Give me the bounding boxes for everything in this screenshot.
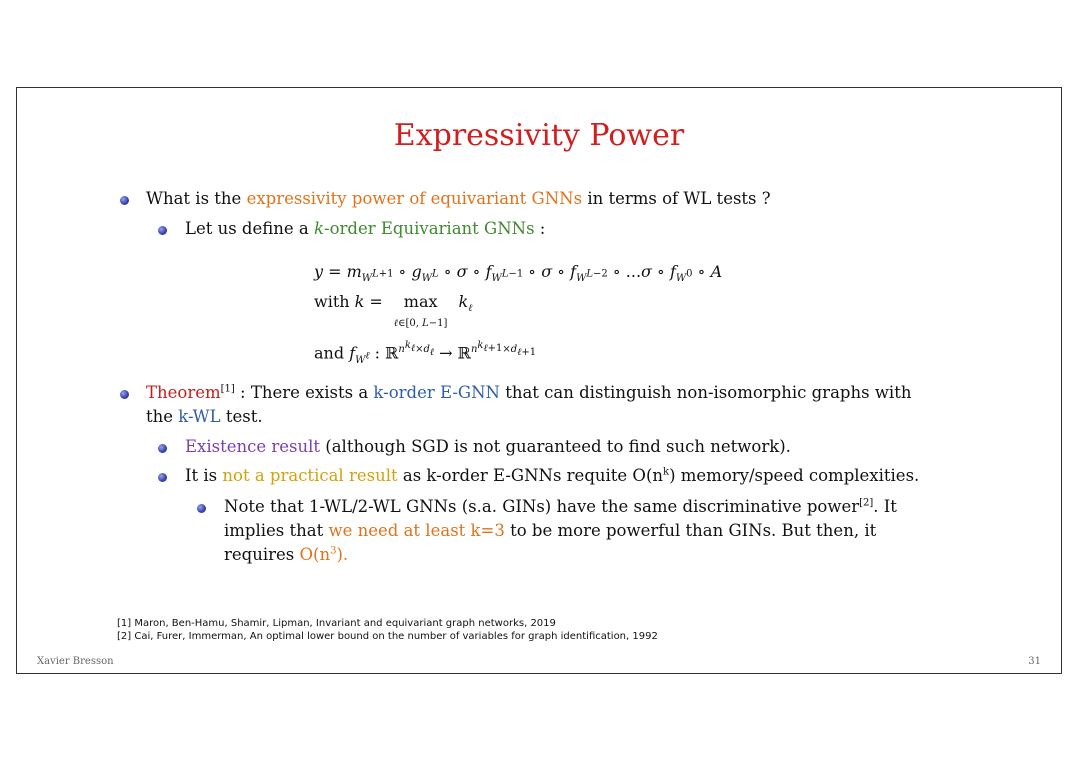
text: in terms of WL tests ? [582, 189, 771, 208]
text: ). [336, 545, 349, 564]
text: ) memory/speed complexities. [669, 466, 920, 485]
bullet-theorem [146, 383, 911, 402]
text: test. [220, 407, 263, 426]
bullet-icon [120, 390, 129, 399]
text: O(n [299, 545, 331, 564]
highlight-kwl: k-WL [178, 407, 221, 426]
bullet-icon [158, 226, 167, 235]
footnote-2: [2] Cai, Furer, Immerman, An optimal lower bound on the number of variables for graph identification, 1992 [117, 631, 658, 642]
bullet-icon [158, 444, 167, 453]
superscript: 3 [330, 545, 337, 557]
subsubbullet-note-line2 [224, 521, 876, 540]
text: : There exists a [234, 383, 374, 402]
highlight-egnn: k-order E-GNN [373, 383, 500, 402]
text: . It [873, 497, 897, 516]
bullet-icon [158, 473, 167, 482]
highlight-not-practical: not a practical result [222, 466, 398, 485]
subsubbullet-note-line3 [224, 545, 348, 564]
k-symbol: k [314, 219, 324, 238]
text: that can distinguish non-isomorphic graphs with [499, 383, 912, 402]
text: requires [224, 545, 300, 564]
superscript: k [663, 466, 670, 478]
subbullet-define-korder [185, 219, 545, 238]
equation-k-max: with k = max ℓ∈[0, L−1] $k_\ell$ [314, 292, 473, 329]
text: implies that [224, 521, 329, 540]
bullet-icon [120, 196, 129, 205]
bullet-expressivity-question [146, 189, 771, 208]
ref-1: [1] [220, 383, 235, 395]
and-label: and [314, 343, 345, 363]
footnote-1: [1] Maron, Ben-Hamu, Shamir, Lipman, Invariant and equivariant graph networks, 2019 [117, 618, 556, 629]
ref-2: [2] [859, 497, 874, 509]
text: Let us define a [185, 219, 314, 238]
bullet-theorem-line2 [146, 407, 263, 426]
text: as k-order E-GNNs requite O(n [397, 466, 664, 485]
text: What is the [146, 189, 247, 208]
text: Note that 1-WL/2-WL GNNs (s.a. GINs) have the same discriminative power [224, 497, 860, 516]
subbullet-not-practical [185, 466, 919, 485]
slide [16, 87, 1062, 674]
theorem-label: Theorem [146, 383, 221, 402]
highlight-existence: Existence result [185, 437, 321, 456]
footer-author: Xavier Bresson [37, 656, 114, 667]
equation-mapping: and $f_{W^\ell}$ : ℝ$^{n^{k_\ell}\times d_\ell}$ → ℝ$^{n^{k_{\ell+1}}\times d_{\ell+1}}$ [314, 340, 537, 366]
highlight-need-k3: we need at least k=3 [328, 521, 505, 540]
text: : [534, 219, 546, 238]
text: (although SGD is not guaranteed to find such network). [320, 437, 791, 456]
slide-title: Expressivity Power [393, 118, 685, 153]
highlight-korder-gnns: -order Equivariant GNNs [324, 219, 535, 238]
highlight-expressivity: expressivity power of equivariant GNNs [246, 189, 583, 208]
text: to be more powerful than GINs. But then, it [504, 521, 877, 540]
bullet-icon [197, 504, 206, 513]
text: It is [185, 466, 223, 485]
highlight-on3 [299, 545, 348, 564]
footer-page-number: 31 [1028, 656, 1041, 667]
subbullet-existence [185, 437, 791, 456]
subsubbullet-note-line1 [224, 497, 897, 516]
with-label: with [314, 292, 350, 311]
equation-composition: $y = m_{W^{L+1}}$ ∘ $g_{W^L}$ ∘ σ ∘ $f_{W^{L-1}}$ ∘ σ ∘ $f_{W^{L-2}}$ ∘ ...σ ∘ $f_{W^0}$ ∘ A [314, 262, 723, 285]
text: the [146, 407, 179, 426]
